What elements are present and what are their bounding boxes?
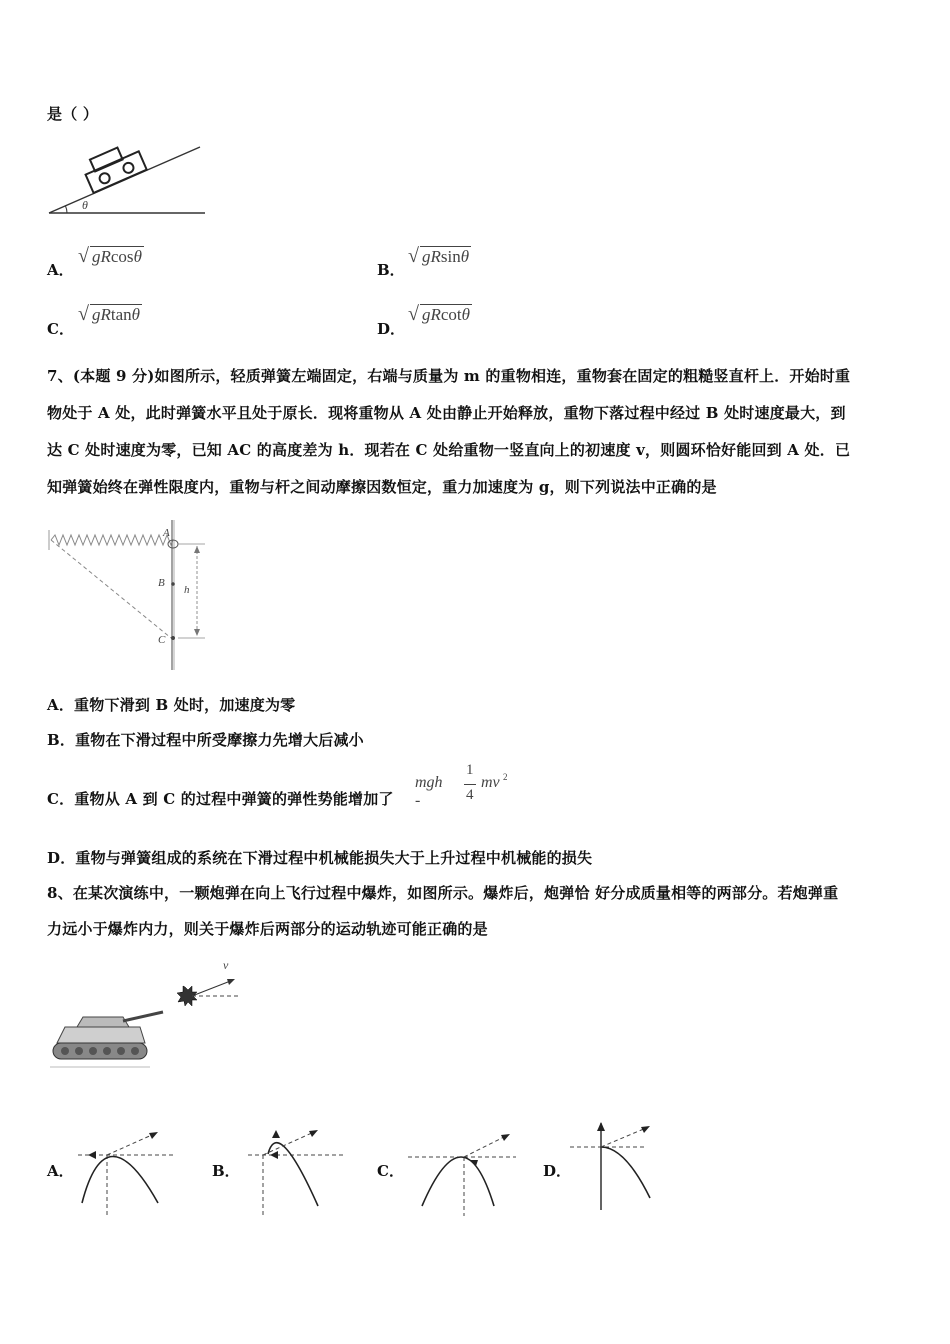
- q6-option-d-expr: √ gRcotθ: [408, 303, 471, 325]
- q6-option-d-label: D．: [377, 320, 406, 338]
- q7-option-a: A．重物下滑到 B 处时，加速度为零: [47, 696, 296, 714]
- q8-option-a-figure: [78, 1128, 178, 1218]
- q6-angle-label: θ: [82, 198, 88, 212]
- q7-label-c: C: [158, 634, 166, 646]
- q8-option-c-figure: [408, 1128, 518, 1218]
- q8-option-d-figure: [570, 1120, 670, 1215]
- q6-option-a-expr: √ gRcosθ: [78, 245, 142, 267]
- q8-option-d-label: D．: [543, 1162, 572, 1180]
- q7-line-1: 7、(本题 9 分)如图所示，轻质弹簧左端固定，右端与质量为 m 的重物相连，重物套在固定的粗糙竖直杆上．开始时重: [47, 367, 851, 385]
- q8-velocity-label: v: [223, 958, 229, 972]
- q7-label-h: h: [184, 584, 190, 596]
- q7-label-a: A: [163, 527, 170, 539]
- q7-option-b: B．重物在下滑过程中所受摩擦力先增大后减小: [47, 731, 364, 749]
- q8-line-2: 力远小于爆炸内力，则关于爆炸后两部分的运动轨迹可能正确的是: [47, 920, 488, 938]
- q8-tank-figure: [45, 955, 255, 1075]
- q6-option-b-label: B．: [377, 261, 405, 279]
- q8-option-b-figure: [248, 1126, 348, 1218]
- q6-option-c-label: C．: [47, 320, 74, 338]
- q6-option-c-expr: √ gRtanθ: [78, 303, 141, 325]
- q7-label-b: B: [158, 577, 165, 589]
- q7-line-3: 达 C 处时速度为零，已知 AC 的高度差为 h．现若在 C 处给重物一竖直向上的初速度 v，则圆环恰好能回到 A 处．已: [47, 441, 851, 459]
- q7-line-2: 物处于 A 处，此时弹簧水平且处于原长．现将重物从 A 处由静止开始释放，重物下落过程中经过 B 处时速度最大，到: [47, 404, 846, 422]
- q7-option-d: D．重物与弹簧组成的系统在下滑过程中机械能损失大于上升过程中机械能的损失: [47, 849, 593, 867]
- q8-option-c-label: C．: [377, 1162, 404, 1180]
- q6-incline-figure: [45, 135, 210, 220]
- q8-option-a-label: A．: [47, 1162, 74, 1180]
- q6-option-b-expr: √ gRsinθ: [408, 245, 470, 267]
- q8-line-1: 8、在某次演练中，一颗炮弹在向上飞行过程中爆炸，如图所示。爆炸后，炮弹恰 好分成质量相等的两部分。若炮弹重: [47, 884, 839, 902]
- q7-option-c: C．重物从 A 到 C 的过程中弹簧的弹性势能增加了: [47, 790, 394, 808]
- q6-stem-tail: 是（ ）: [47, 105, 99, 123]
- q8-option-b-label: B．: [212, 1162, 240, 1180]
- q7-line-4: 知弹簧始终在弹性限度内，重物与杆之间动摩擦因数恒定，重力加速度为 g，则下列说法中正确的是: [47, 478, 717, 496]
- q6-option-a-label: A．: [47, 261, 74, 279]
